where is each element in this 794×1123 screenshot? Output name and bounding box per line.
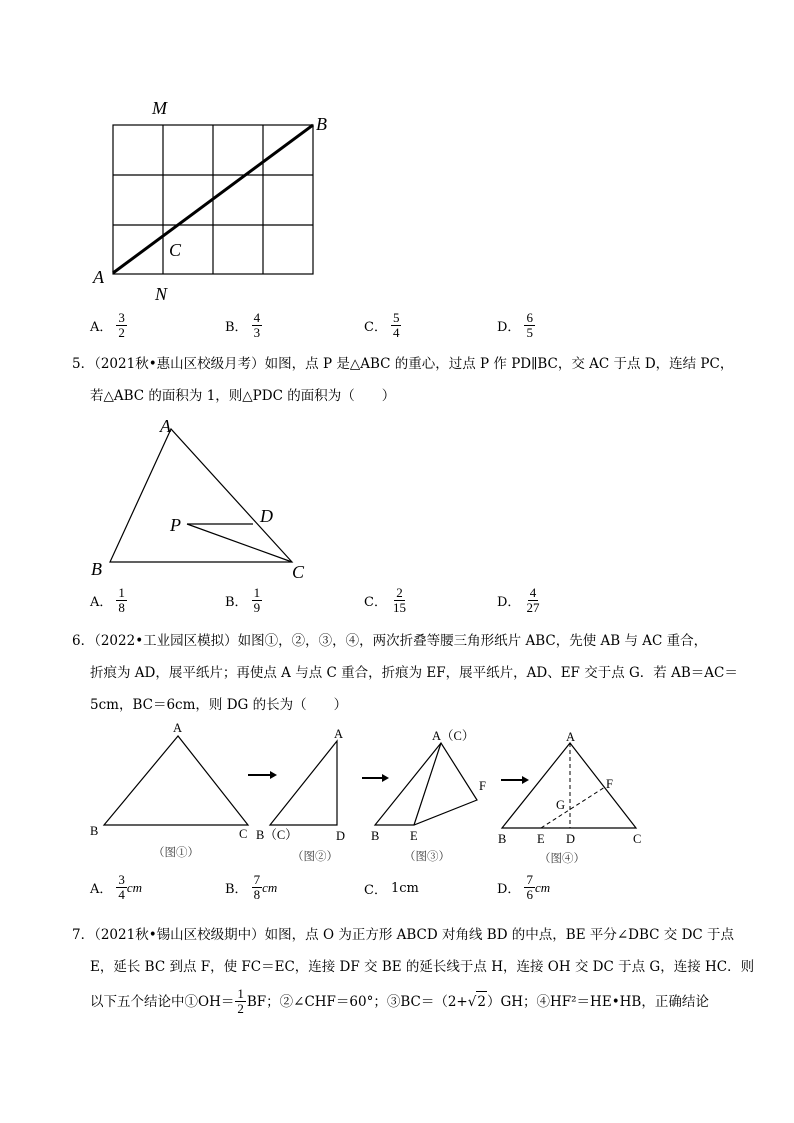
option-fraction: $\frac{7}{8}$ xyxy=(253,872,261,902)
q6-fig4-label-e: E xyxy=(537,832,545,846)
q6-fig4-label-d: D xyxy=(566,832,576,846)
option-letter: C． xyxy=(364,883,387,898)
q7-line3-sqrt: 2 xyxy=(476,991,487,1012)
q6-folding-figures xyxy=(0,720,794,860)
q6-fig3-label-b: B xyxy=(371,829,380,843)
q5-line1 xyxy=(72,354,733,374)
q6-option-b[interactable] xyxy=(225,873,277,902)
option-fraction: $\frac{6}{5}$ xyxy=(526,310,533,340)
q5-option-a[interactable] xyxy=(90,586,127,615)
option-letter: A． xyxy=(90,595,113,610)
option-letter: C． xyxy=(364,320,387,335)
q4-label-a: A xyxy=(93,267,104,287)
option-fraction: $\frac{1}{9}$ xyxy=(253,585,261,615)
option-letter: B． xyxy=(225,595,248,610)
q4-option-d[interactable] xyxy=(497,311,535,340)
q6-fig2-label-a: A xyxy=(334,727,344,741)
q6-fig1-label-c: C xyxy=(239,827,248,841)
q4-label-n: N xyxy=(155,284,168,304)
q5-option-c[interactable] xyxy=(364,586,408,615)
option-unit: cm xyxy=(262,879,278,895)
q6-fig1-label-b: B xyxy=(90,824,99,838)
q7-line3-part-c: ）GH；④HF²＝HE•HB，正确结论 xyxy=(486,993,709,1010)
q6-fig4-label-b: B xyxy=(498,832,507,846)
q6-option-d[interactable] xyxy=(497,873,550,902)
q4-grid-figure xyxy=(0,0,794,300)
question-number: 5． xyxy=(72,356,95,372)
q6-line3: 5cm，BC＝6cm，则 DG 的长为（ ） xyxy=(90,697,348,713)
option-fraction: $\frac{3}{2}$ xyxy=(118,310,125,340)
sqrt-icon: √ xyxy=(467,993,477,1010)
q5-label-a: A xyxy=(160,416,171,436)
q6-fig4-caption: （图④） xyxy=(539,851,585,865)
q6-option-a[interactable] xyxy=(90,873,142,902)
option-letter: B． xyxy=(225,882,248,897)
option-letter: D． xyxy=(497,595,521,610)
q6-line1 xyxy=(72,631,707,651)
question-source: （2021秋•惠山区校级月考） xyxy=(94,356,265,372)
q6-fig3-label-e: E xyxy=(410,829,418,843)
option-letter: B． xyxy=(225,320,248,335)
option-letter: A． xyxy=(90,882,113,897)
q5-option-d[interactable] xyxy=(497,586,541,615)
option-fraction: $\frac{5}{4}$ xyxy=(392,310,400,340)
question-number: 6． xyxy=(72,633,95,649)
option-fraction: $\frac{3}{4}$ xyxy=(118,872,125,902)
q7-line1 xyxy=(72,925,734,945)
q7-line3-fraction: $\frac{1}{2}$ xyxy=(237,986,244,1016)
question-source: （2022•工业园区模拟） xyxy=(94,633,238,649)
q6-fig2-label-bc: B（C） xyxy=(256,828,298,842)
q6-fig4-label-a: A xyxy=(566,730,576,744)
q4-option-b[interactable] xyxy=(225,311,262,340)
q7-line3-part-b: BF；②∠CHF＝60°；③BC＝（2+ xyxy=(246,993,468,1010)
q5-option-b[interactable] xyxy=(225,586,262,615)
option-fraction: $\frac{7}{6}$ xyxy=(526,872,533,902)
q6-fig3-label-ac: A（C） xyxy=(432,729,475,743)
question-source: （2021秋•锡山区校级期中） xyxy=(94,927,265,943)
arrow-icon xyxy=(248,774,274,776)
q7-line2: E，延长 BC 到点 F，使 FC＝EC，连接 DF 交 BE 的延长线于点 H，连接 OH 交 DC 于点 G，连接 HC．则 xyxy=(90,959,755,975)
option-letter: C． xyxy=(364,595,387,610)
q6-fig4-label-g: G xyxy=(556,798,566,812)
q4-label-m: M xyxy=(152,98,167,118)
q6-fig2-caption: （图②） xyxy=(292,849,338,863)
q7-line3 xyxy=(90,987,709,1016)
q6-fig3-label-f: F xyxy=(479,779,486,793)
q4-option-a[interactable] xyxy=(90,311,127,340)
q6-line2: 折痕为 AD，展平纸片；再使点 A 与点 C 重合，折痕为 EF，展平纸片，AD、EF 交于点 G．若 AB＝AC＝ xyxy=(90,665,738,681)
option-fraction: $\frac{4}{3}$ xyxy=(253,310,261,340)
question-number: 7． xyxy=(72,927,95,943)
q5-label-c: C xyxy=(292,562,305,582)
q4-label-b: B xyxy=(316,114,327,134)
option-unit: cm xyxy=(534,879,551,895)
arrow-icon xyxy=(362,777,386,779)
q6-option-c[interactable] xyxy=(364,879,419,898)
option-fraction: $\frac{1}{8}$ xyxy=(118,585,125,615)
option-fraction: $\frac{4}{27}$ xyxy=(526,585,540,615)
q6-fig4-label-f: F xyxy=(606,777,613,791)
option-value: 1cm xyxy=(390,881,419,896)
q5-triangle-figure xyxy=(0,400,794,590)
arrow-icon xyxy=(501,779,526,781)
q4-label-c: C xyxy=(169,240,182,260)
q6-fig1-label-a: A xyxy=(173,721,183,735)
q4-option-c[interactable] xyxy=(364,311,401,340)
option-unit: cm xyxy=(126,879,143,895)
q6-fig2-label-d: D xyxy=(336,829,346,843)
question-text: 如图①，②，③，④，两次折叠等腰三角形纸片 ABC，先使 AB 与 AC 重合， xyxy=(237,633,708,649)
option-fraction: $\frac{2}{15}$ xyxy=(392,585,406,615)
q5-label-p: P xyxy=(170,515,181,535)
option-letter: D． xyxy=(497,882,521,897)
q5-label-b: B xyxy=(91,559,102,579)
question-text: 如图，点 O 为正方形 ABCD 对角线 BD 的中点，BE 平分∠DBC 交 DC 于点 xyxy=(264,927,735,943)
q5-label-d: D xyxy=(260,506,273,526)
option-letter: A． xyxy=(90,320,113,335)
q6-fig3-caption: （图③） xyxy=(404,849,450,863)
option-letter: D． xyxy=(497,320,521,335)
q5-line2: 若△ABC 的面积为 1，则△PDC 的面积为（ ） xyxy=(90,388,396,404)
q6-fig1-caption: （图①） xyxy=(153,845,199,859)
q7-line3-part-a: 以下五个结论中①OH＝ xyxy=(90,993,235,1010)
q6-fig4-label-c: C xyxy=(633,832,642,846)
question-text: 如图，点 P 是△ABC 的重心，过点 P 作 PD∥BC，交 AC 于点 D，连结 PC， xyxy=(264,356,734,372)
